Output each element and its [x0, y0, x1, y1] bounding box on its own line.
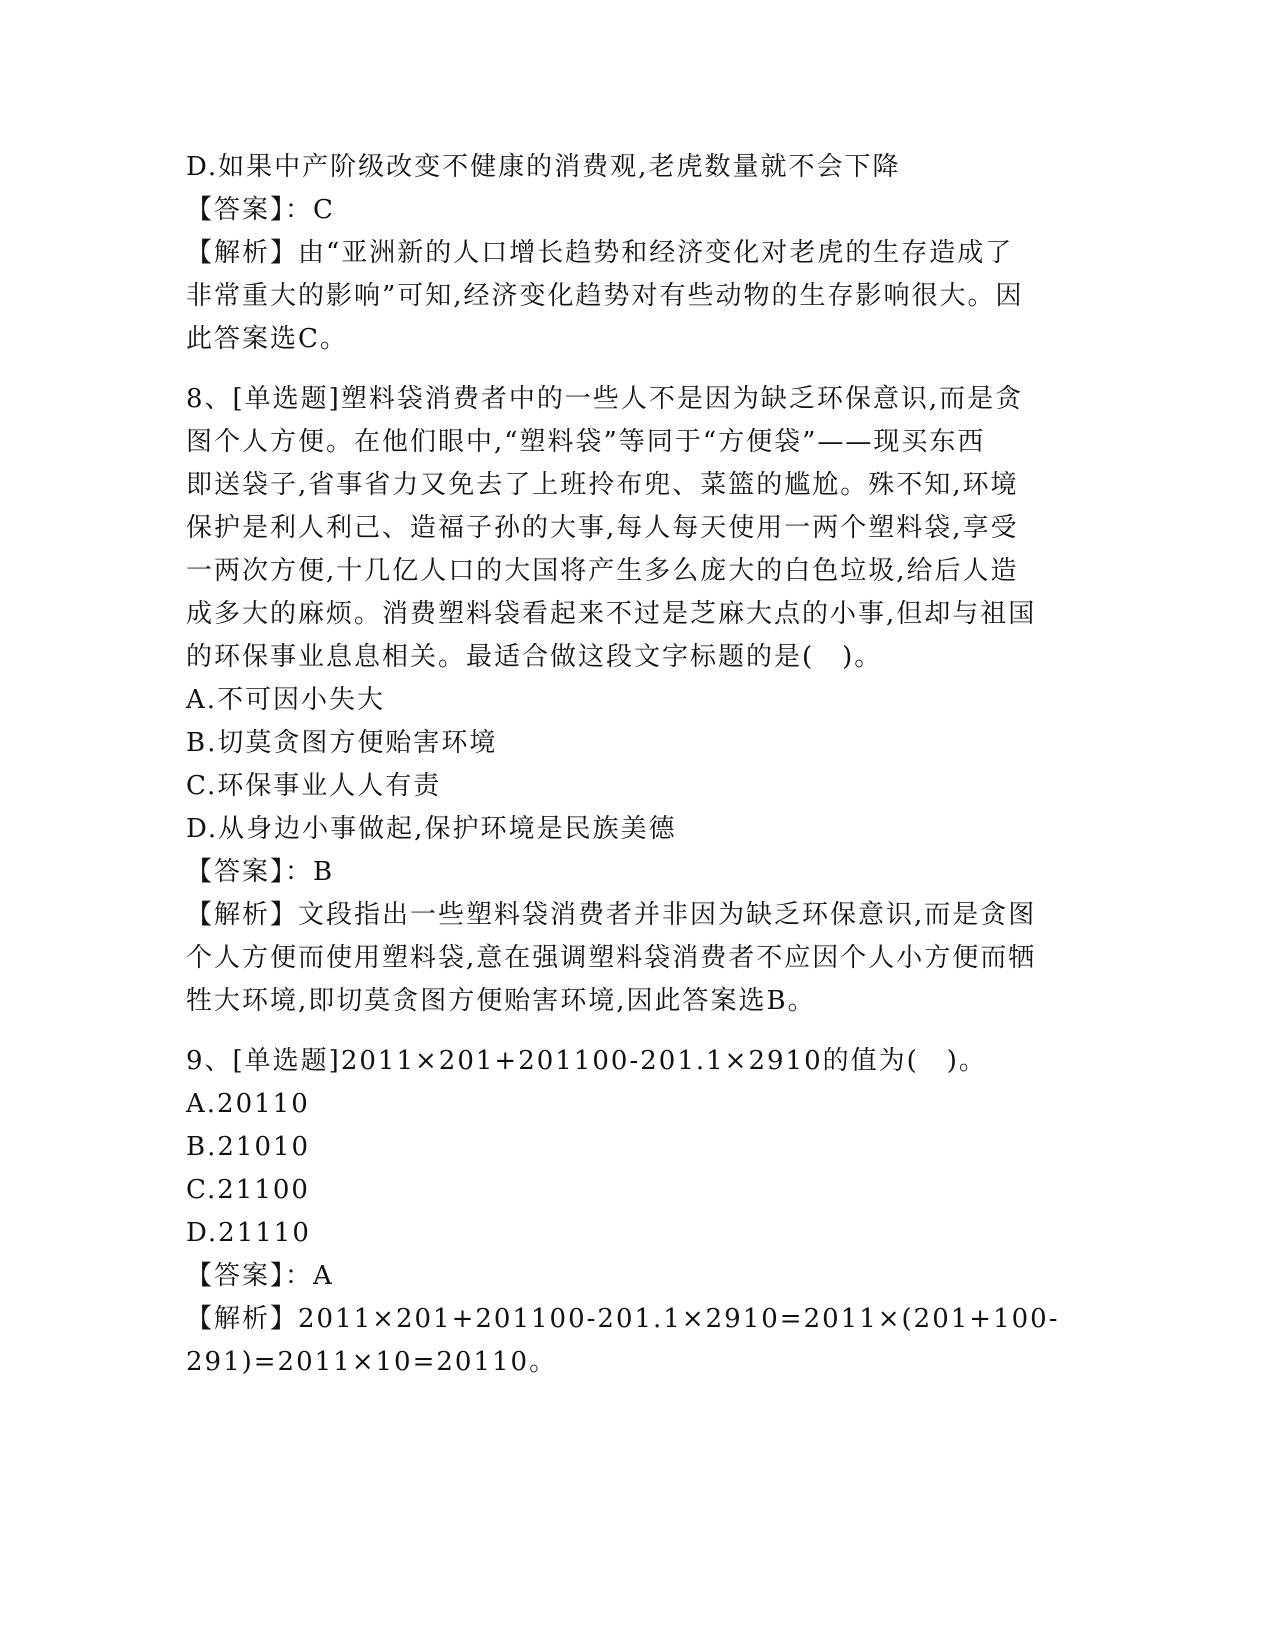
section-gap	[186, 1023, 1086, 1040]
question-7-section	[186, 146, 1086, 361]
q8-question-line: 图个人方便。在他们眼中,“塑料袋”等同于“方便袋”——现买东西	[186, 427, 986, 457]
q9-answer: 【答案】：A	[186, 1261, 334, 1291]
q9-option-a: A.20110	[186, 1089, 310, 1119]
q8-option-a: A.不可因小失大	[186, 685, 386, 715]
q9-option-c: C.21100	[186, 1175, 310, 1205]
q7-option-d: D.如果中产阶级改变不健康的消费观,老虎数量就不会下降	[186, 152, 901, 182]
q8-option-d: D.从身边小事做起,保护环境是民族美德	[186, 814, 677, 844]
q8-option-c: C.环保事业人人有责	[186, 771, 442, 801]
q8-question-line: 8、[单选题]塑料袋消费者中的一些人不是因为缺乏环保意识,而是贪	[186, 384, 1024, 414]
q9-analysis-line: 291)=2011×10=20110。	[186, 1347, 558, 1377]
q8-question-line: 成多大的麻烦。消费塑料袋看起来不过是芝麻大点的小事,但却与祖国	[186, 599, 1037, 629]
q7-analysis-line: 【解析】由“亚洲新的人口增长趋势和经济变化对老虎的生存造成了	[186, 238, 1014, 268]
q8-option-b: B.切莫贪图方便贻害环境	[186, 728, 498, 758]
q7-answer: 【答案】：C	[186, 195, 335, 225]
q7-analysis-line: 此答案选C。	[186, 324, 348, 354]
question-9-section	[186, 1040, 1086, 1384]
question-8-section	[186, 378, 1086, 1023]
q8-answer: 【答案】：B	[186, 857, 335, 887]
q9-analysis-line: 【解析】2011×201+201100-201.1×2910=2011×(201+100-	[186, 1304, 1060, 1334]
q9-option-b: B.21010	[186, 1132, 311, 1162]
document-content	[186, 146, 1086, 1384]
q8-question-line: 的环保事业息息相关。最适合做这段文字标题的是( )。	[186, 642, 883, 672]
q8-analysis-line: 个人方便而使用塑料袋,意在强调塑料袋消费者不应因个人小方便而牺	[186, 943, 1037, 973]
q9-question: 9、[单选题]2011×201+201100-201.1×2910的值为( )。	[186, 1046, 987, 1076]
q9-option-d: D.21110	[186, 1218, 311, 1248]
section-gap	[186, 361, 1086, 378]
q8-question-line: 一两次方便,十几亿人口的大国将产生多么庞大的白色垃圾,给后人造	[186, 556, 1019, 586]
q8-analysis-line: 牲大环境,即切莫贪图方便贻害环境,因此答案选B。	[186, 986, 816, 1016]
q7-analysis-line: 非常重大的影响”可知,经济变化趋势对有些动物的生存影响很大。因	[186, 281, 1024, 311]
q8-analysis-line: 【解析】文段指出一些塑料袋消费者并非因为缺乏环保意识,而是贪图	[186, 900, 1037, 930]
q8-question-line: 即送袋子,省事省力又免去了上班拎布兜、菜篮的尴尬。殊不知,环境	[186, 470, 1019, 500]
q8-question-line: 保护是利人利己、造福子孙的大事,每人每天使用一两个塑料袋,享受	[186, 513, 1019, 543]
